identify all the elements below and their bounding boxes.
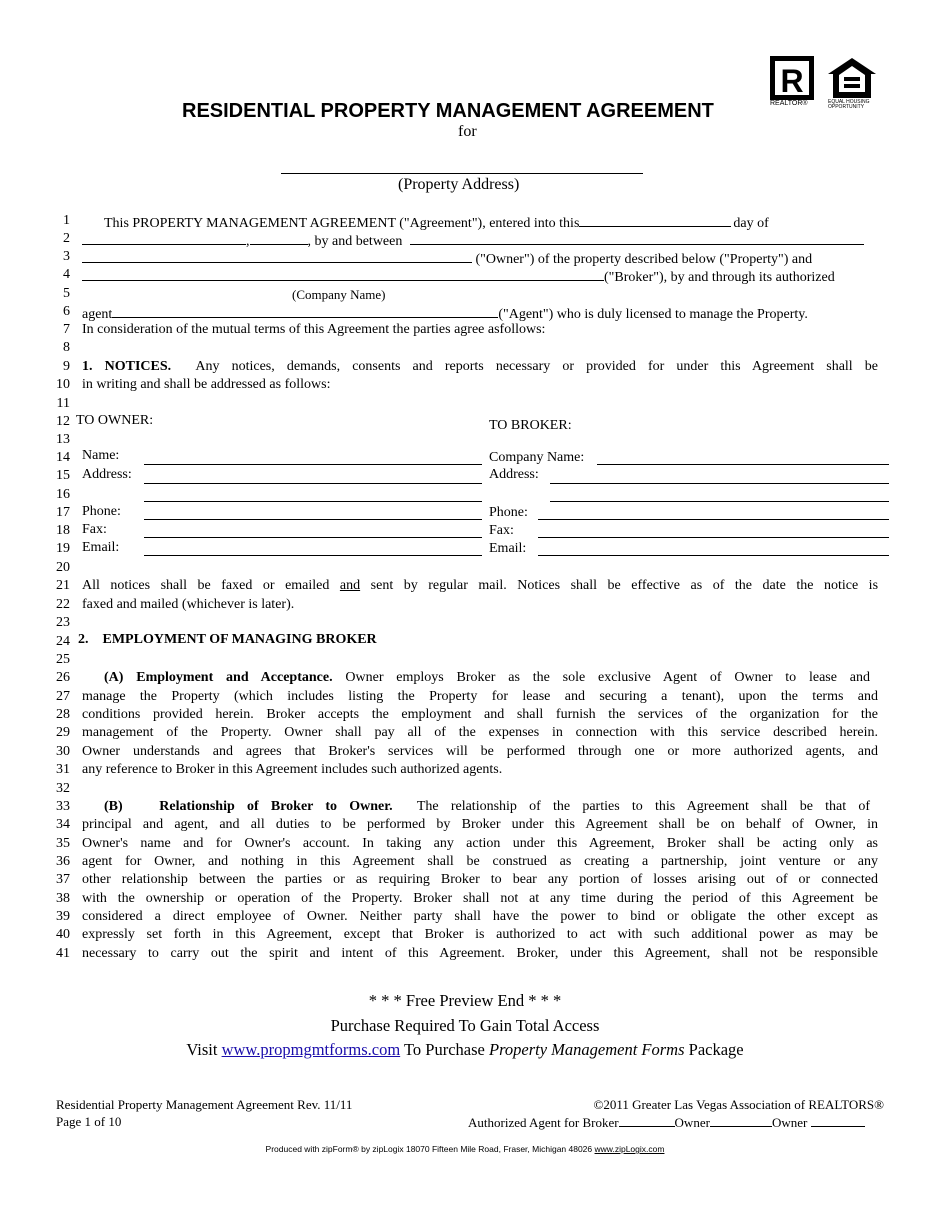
to-purchase-text: To Purchase [404,1040,485,1059]
notices-text-21b: sent by regular mail. Notices shall be effective as of the date the notice is [370,578,879,593]
section-2b-text: The relationship of the parties to this Agreement shall be that of [416,799,871,814]
line-number: 30 [56,744,70,759]
owner-address-label: Address: [82,467,132,482]
line-number: 13 [56,432,70,447]
line-number: 23 [56,615,70,630]
propmgmtforms-link[interactable]: www.propmgmtforms.com [221,1040,401,1059]
property-address-line[interactable] [281,173,643,174]
produced-with-text: Produced with zipForm® by zipLogix 18070 Fifteen Mile Road, Fraser, Michigan 48026 [265,1144,593,1154]
line-number: 32 [56,781,70,796]
notices-text-1: Any notices, demands, consents and reports necessary or provided for under this Agreement shall be [195,359,879,374]
line-number: 41 [56,946,70,961]
agent-field[interactable] [112,303,498,318]
line-number: 9 [63,359,70,374]
line-number: 33 [56,799,70,814]
by-and-between-text: , by and between [307,234,403,249]
section-2a-line: management of the Property. Owner shall pay all of the expenses in connection with this service described herein. [82,725,878,740]
realtor-r-icon [770,56,814,100]
notices-line-22: faxed and mailed (whichever is later). [82,597,295,612]
for-label: for [458,123,477,140]
ziplogix-link[interactable]: www.zipLogix.com [594,1144,665,1154]
equal-housing-icon [826,56,878,100]
to-owner-heading: TO OWNER: [76,413,154,428]
notices-heading: 1. NOTICES. [82,359,172,374]
owner-name-field[interactable] [82,248,472,263]
product-name-text: Property Management Forms [489,1040,685,1059]
owner-notice-name-field[interactable] [144,464,482,465]
line-number: 4 [63,267,70,282]
intro-line-4 [82,266,878,287]
comma-text: , [246,234,250,249]
line-number: 10 [56,377,70,392]
section-2b-heading: (B) Relationship of Broker to Owner. [104,799,393,814]
broker-phone-label: Phone: [489,505,528,520]
owner-phone-field[interactable] [144,519,482,520]
line-number: 37 [56,872,70,887]
line-number: 12 [56,414,70,429]
agent-initials-field[interactable] [619,1114,675,1127]
line-number: 27 [56,689,70,704]
line-number: 28 [56,707,70,722]
preview-end-notice: * * * Free Preview End * * * [368,991,562,1010]
year-field[interactable] [250,230,308,245]
owner2-initials-label: Owner [771,1115,808,1130]
footer-form-name: Residential Property Management Agreement Rev. 11/11 [56,1097,353,1112]
line-number: 29 [56,725,70,740]
document-title: RESIDENTIAL PROPERTY MANAGEMENT AGREEMENT [182,100,714,122]
owner-address-field-2[interactable] [144,501,482,502]
owner-fax-field[interactable] [144,537,482,538]
agent-clause-text: ("Agent") who is duly licensed to manage the Property. [498,307,808,322]
broker-company-name-field[interactable] [597,464,889,465]
broker-fax-field[interactable] [538,537,889,538]
section-2b-line-33 [82,798,870,816]
line-number: 19 [56,541,70,556]
notices-line-21 [82,577,878,595]
section-2a-line: manage the Property (which includes listing the Property for lease and securing a tenant), upon the terms and [82,689,878,704]
purchase-required-notice: Purchase Required To Gain Total Access [330,1016,600,1035]
intro-line-7: In consideration of the mutual terms of this Agreement the parties agree asfollows: [82,322,546,337]
section-2b-line: agent for Owner, and nothing in this Agreement shall be construed as creating a partnership, joint venture or any [82,854,878,869]
section-2a-line-26 [82,669,870,687]
line-number: 21 [56,578,70,593]
owner1-initials-label: Owner [674,1115,710,1130]
line-number: 22 [56,597,70,612]
line-number: 38 [56,891,70,906]
package-text: Package [688,1040,744,1059]
broker-email-label: Email: [489,541,527,556]
line-number: 2 [63,231,70,246]
and-underlined-text: and [339,578,361,593]
section-2b-line: with the ownership or operation of the Property. Broker shall not at any time during the period of this Agreement be [82,891,878,906]
owner2-initials-field[interactable] [811,1114,865,1127]
broker-fax-label: Fax: [489,523,514,538]
owner-fax-label: Fax: [82,522,107,537]
owner-name-label: Name: [82,448,120,463]
realtor-logo [770,56,814,106]
notices-line-9 [82,358,878,376]
notices-line-10: in writing and shall be addressed as follows: [82,377,331,392]
line-number: 6 [63,304,70,319]
month-field[interactable] [82,230,246,245]
line-number: 17 [56,505,70,520]
section-2a-line: Owner understands and agrees that Broker's services will be performed through one or more authorized agents, and [82,744,878,759]
footer-initials [468,1114,865,1131]
line-number: 1 [63,213,70,228]
visit-text: Visit [186,1040,218,1059]
line-number: 25 [56,652,70,667]
svg-text:R: R [780,63,804,99]
line-number: 31 [56,762,70,777]
line-number: 39 [56,909,70,924]
broker-address-field-2[interactable] [550,501,889,502]
section-2b-line: principal and agent, and all duties to be performed by Broker under this Agreement shall be on behalf of Owner, in [82,817,878,832]
section-2b-line: other relationship between the parties or as requiring Broker to bear any portion of losses arising out of or connected [82,872,878,887]
line-number: 18 [56,523,70,538]
day-of-text: day of [733,216,769,231]
line-number: 26 [56,670,70,685]
owner-email-label: Email: [82,540,120,555]
intro-text: This PROPERTY MANAGEMENT AGREEMENT ("Agreement"), entered into this [104,216,580,231]
owner-clause-text: ("Owner") of the property described below ("Property") and [475,252,813,267]
equal-housing-logo [826,56,880,108]
company-name-caption: (Company Name) [292,287,386,302]
section-2b-line: necessary to carry out the spirit and intent of this Agreement. Broker, under this Agreement, shall not be responsible [82,946,878,961]
section-2b-line: expressly set forth in this Agreement, except that Broker is authorized to act with such additional power as may be [82,927,878,942]
line-number: 15 [56,468,70,483]
line-number: 20 [56,560,70,575]
property-address-label: (Property Address) [398,176,520,193]
line-number: 36 [56,854,70,869]
line-number: 5 [63,286,70,301]
broker-phone-field[interactable] [538,519,889,520]
line-number: 8 [63,340,70,355]
line-number: 24 [56,634,70,649]
realtor-caption: REALTOR® [770,100,808,107]
notices-text-21a: All notices shall be faxed or emailed [82,578,330,593]
section-2a-line: conditions provided herein. Broker accepts the employment and shall furnish the services of the organization for the [82,707,878,722]
line-number: 34 [56,817,70,832]
owner-address-field-1[interactable] [144,483,482,484]
footer-copyright: ©2011 Greater Las Vegas Association of REALTORS® [593,1097,884,1112]
section-2a-heading: (A) Employment and Acceptance. [104,670,333,685]
produced-with-line [0,1144,930,1154]
broker-company-label: Company Name: [489,450,585,465]
broker-address-field-1[interactable] [550,483,889,484]
section-2a-text: Owner employs Broker as the sole exclusive Agent of Owner to lease and [345,670,870,685]
owner1-initials-field[interactable] [710,1114,772,1127]
owner-email-field[interactable] [144,555,482,556]
section-2b-line: considered a direct employee of Owner. Neither party shall have the power to bind or obligate the other except as [82,909,878,924]
eho-caption: EQUAL HOUSING OPPORTUNITY [828,99,870,110]
section-2a-line: any reference to Broker in this Agreement includes such authorized agents. [82,762,503,777]
visit-line [0,1040,930,1060]
section-2-heading: 2. EMPLOYMENT OF MANAGING BROKER [78,632,377,647]
line-number: 7 [63,322,70,337]
line-number: 40 [56,927,70,942]
to-broker-heading: TO BROKER: [489,418,572,433]
broker-company-field[interactable] [82,266,604,281]
footer-page-number: Page 1 of 10 [56,1114,122,1129]
line-number: 35 [56,836,70,851]
broker-address-label: Address: [489,467,539,482]
agent-initials-label: Authorized Agent for Broker [468,1115,619,1130]
line-number: 11 [56,396,70,411]
line-number: 14 [56,450,70,465]
agent-text: agent [82,307,113,322]
section-2b-line: Owner's name and for Owner's account. In taking any action under this Agreement, Broker shall be acting only as [82,836,878,851]
day-field[interactable] [579,212,731,227]
owner-phone-label: Phone: [82,504,121,519]
line-number: 3 [63,249,70,264]
broker-clause-text: ("Broker"), by and through its authorized [604,270,835,285]
line-number: 16 [56,487,70,502]
owner-party-field[interactable] [410,230,864,245]
broker-email-field[interactable] [538,555,889,556]
